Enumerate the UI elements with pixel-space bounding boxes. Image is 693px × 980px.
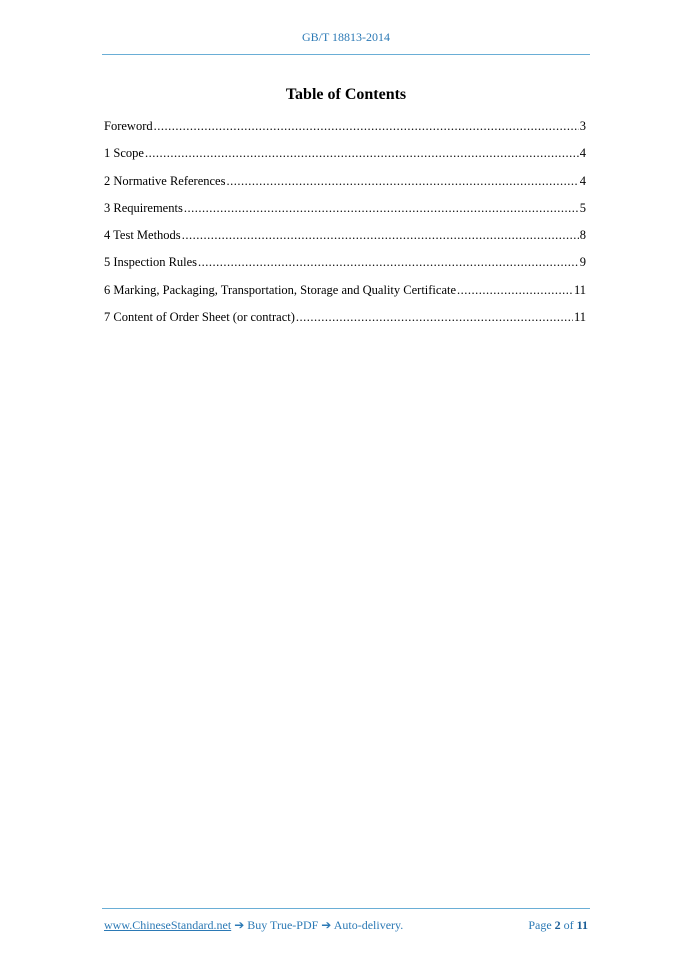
page-number: [528, 918, 588, 933]
toc-entry-foreword[interactable]: [104, 119, 586, 146]
toc-entry-page: 9: [579, 255, 586, 270]
footer-promo: [104, 918, 403, 933]
toc-entry-label: 3 Requirements: [104, 200, 183, 215]
toc-entry-marking[interactable]: [104, 283, 586, 310]
page-current: 2: [554, 918, 561, 932]
dot-leader: [184, 201, 579, 216]
delivery-text: Auto-delivery.: [331, 918, 404, 932]
toc-entry-label: 7 Content of Order Sheet (or contract): [104, 310, 295, 325]
dot-leader: [154, 119, 579, 134]
page-of: of: [560, 918, 577, 932]
toc-entry-page: 3: [579, 119, 586, 133]
footer-divider: [102, 908, 590, 909]
dot-leader: [198, 255, 579, 270]
toc-entry-label: 5 Inspection Rules: [104, 255, 198, 270]
toc-entry-normative-references[interactable]: [104, 174, 586, 201]
toc-entry-page: 11: [573, 282, 586, 297]
toc-entry-page: 8: [579, 228, 586, 243]
toc-entry-page: 11: [573, 310, 586, 325]
site-link[interactable]: www.ChineseStandard.net: [104, 918, 232, 932]
toc-entry-scope[interactable]: [104, 146, 586, 173]
dot-leader: [226, 174, 578, 189]
toc-entry-test-methods[interactable]: [104, 228, 586, 255]
buy-text: Buy True-PDF: [244, 918, 322, 932]
toc-title: Table of Contents: [285, 86, 407, 103]
toc-entry-requirements[interactable]: [104, 201, 586, 228]
arrow-right-icon: ➔: [234, 918, 245, 932]
document-code: GB/T 18813-2014: [301, 30, 391, 44]
toc-entry-label: 6 Marking, Packaging, Transportation, Storage and Quality Certificate: [104, 282, 457, 297]
page-total: 11: [576, 918, 588, 932]
arrow-right-icon: ➔: [321, 918, 332, 932]
toc-entry-label: Foreword: [104, 119, 153, 133]
toc-entry-label: 2 Normative References: [104, 173, 226, 188]
toc-list: [104, 119, 586, 337]
toc-entry-page: 4: [579, 146, 586, 161]
dot-leader: [296, 310, 573, 325]
dot-leader: [457, 283, 573, 298]
dot-leader: [182, 228, 579, 243]
toc-entry-page: 5: [579, 200, 586, 215]
page-header: [102, 30, 590, 45]
toc-entry-page: 4: [579, 173, 586, 188]
header-divider: [102, 54, 590, 55]
page-footer: [104, 918, 588, 933]
toc-entry-order-sheet[interactable]: [104, 310, 586, 337]
toc-entry-label: 4 Test Methods: [104, 228, 181, 243]
dot-leader: [145, 146, 579, 161]
page-prefix: Page: [528, 918, 555, 932]
toc-entry-label: 1 Scope: [104, 146, 144, 161]
toc-entry-inspection-rules[interactable]: [104, 255, 586, 282]
